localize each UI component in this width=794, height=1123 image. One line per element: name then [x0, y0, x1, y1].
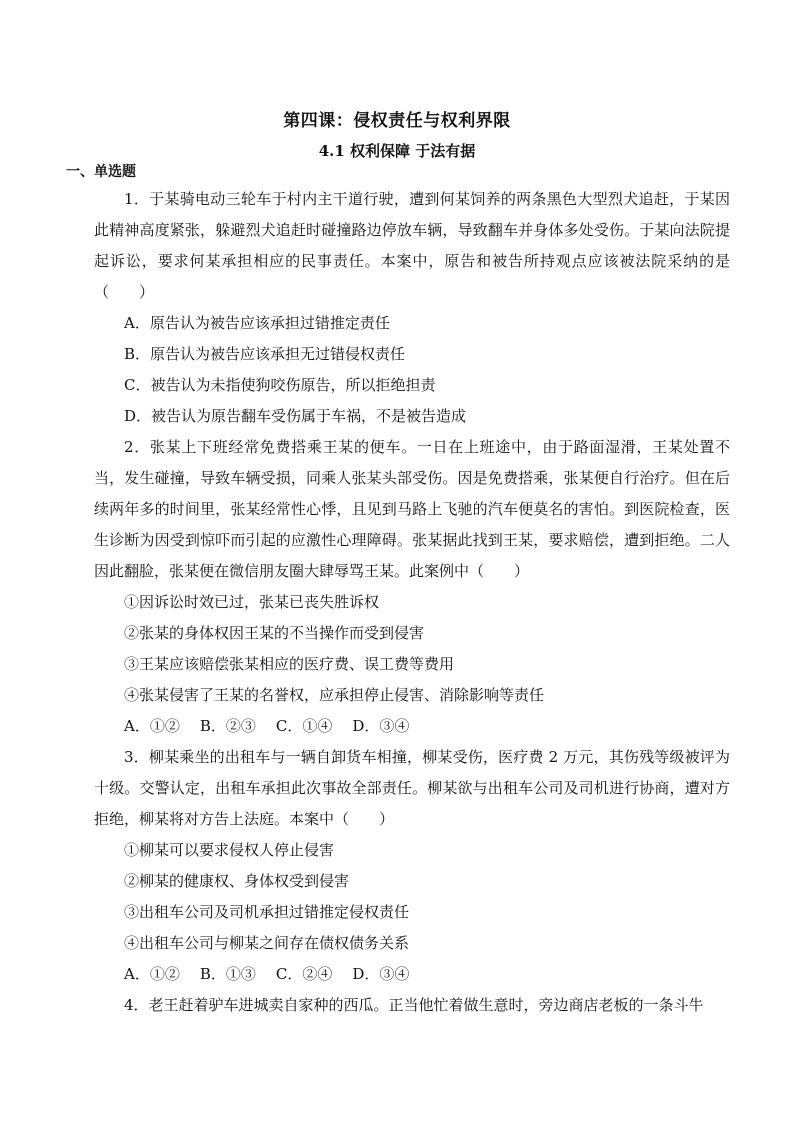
question-2-statement-2: ②张某的身体权因王某的不当操作而受到侵害 — [124, 624, 425, 642]
section-heading: 一、单选题 — [66, 164, 136, 180]
question-3-options — [94, 959, 730, 990]
lesson-subtitle: 4.1 权利保障 于法有据 — [318, 142, 476, 160]
question-1-stem: 1．于某骑电动三轮车于村内主干道行驶，遭到何某饲养的两条黑色大型烈犬追赶，于某因此精神高度紧张，躲避烈犬追赶时碰撞路边停放车辆，导致翻车并身体多处受伤。于某向法院提起诉讼，要求何某承担相应的民事责任。本案中，原告和被告所持观点应该被法院采纳的是（ ） — [94, 190, 730, 301]
question-2-statement-3: ③王某应该赔偿张某相应的医疗费、误工费等费用 — [124, 655, 455, 673]
question-list — [94, 184, 730, 1021]
question-3-statement-1: ①柳某可以要求侵权人停止侵害 — [124, 841, 335, 859]
question-2-options — [94, 711, 730, 742]
question-1-option-d: D．被告认为原告翻车受伤属于车祸，不是被告造成 — [124, 407, 467, 425]
lesson-title: 第四课：侵权责任与权利界限 — [283, 111, 511, 131]
question-2-statement-1: ①因诉讼时效已过，张某已丧失胜诉权 — [124, 593, 380, 611]
question-3-option-a: A．①② — [124, 965, 180, 983]
question-3-statement-2: ②柳某的健康权、身体权受到侵害 — [124, 872, 350, 890]
question-1-option-a: A．原告认为被告应该承担过错推定责任 — [124, 314, 390, 332]
question-2-statement-4: ④张某侵害了王某的名誉权，应承担停止侵害、消除影响等责任 — [124, 686, 545, 704]
question-2-stem: 2．张某上下班经常免费搭乘王某的便车。一日在上班途中，由于路面湿滑，王某处置不当，发生碰撞，导致车辆受损，同乘人张某头部受伤。因是免费搭乘，张某便自行治疗。但在后续两年多的时间里，张某经常性心悸，且见到马路上飞驰的汽车便莫名的害怕。到医院检查，医生诊断为因受到惊吓而引起的应激性心理障碍。张某据此找到王某，要求赔偿，遭到拒绝。二人因此翻脸，张某便在微信朋友圈大肆辱骂王某。此案例中（ ） — [94, 438, 730, 580]
question-4-stem: 4．老王赶着驴车进城卖自家种的西瓜。正当他忙着做生意时，旁边商店老板的一条斗牛 — [124, 996, 704, 1014]
question-3-option-b: B．①③ — [199, 965, 256, 983]
question-2-option-b: B．②③ — [199, 717, 256, 735]
question-3-option-c: C．②④ — [275, 965, 333, 983]
question-2-option-c: C．①④ — [275, 717, 333, 735]
question-3-statement-3: ③出租车公司及司机承担过错推定侵权责任 — [124, 903, 410, 921]
question-3-stem: 3．柳某乘坐的出租车与一辆自卸货车相撞，柳某受伤，医疗费 2 万元，其伤残等级被评为十级。交警认定，出租车承担此次事故全部责任。柳某欲与出租车公司及司机进行协商，遭对方拒绝，柳某将对方告上法庭。本案中（ ） — [94, 748, 730, 828]
question-2-option-d: D．③④ — [352, 717, 410, 735]
question-2-option-a: A．①② — [124, 717, 180, 735]
question-1-option-b: B．原告认为被告应该承担无过错侵权责任 — [124, 345, 406, 363]
question-1-option-c: C．被告认为未指使狗咬伤原告，所以拒绝担责 — [124, 376, 436, 394]
question-3-option-d: D．③④ — [352, 965, 410, 983]
question-3-statement-4: ④出租车公司与柳某之间存在债权债务关系 — [124, 934, 410, 952]
